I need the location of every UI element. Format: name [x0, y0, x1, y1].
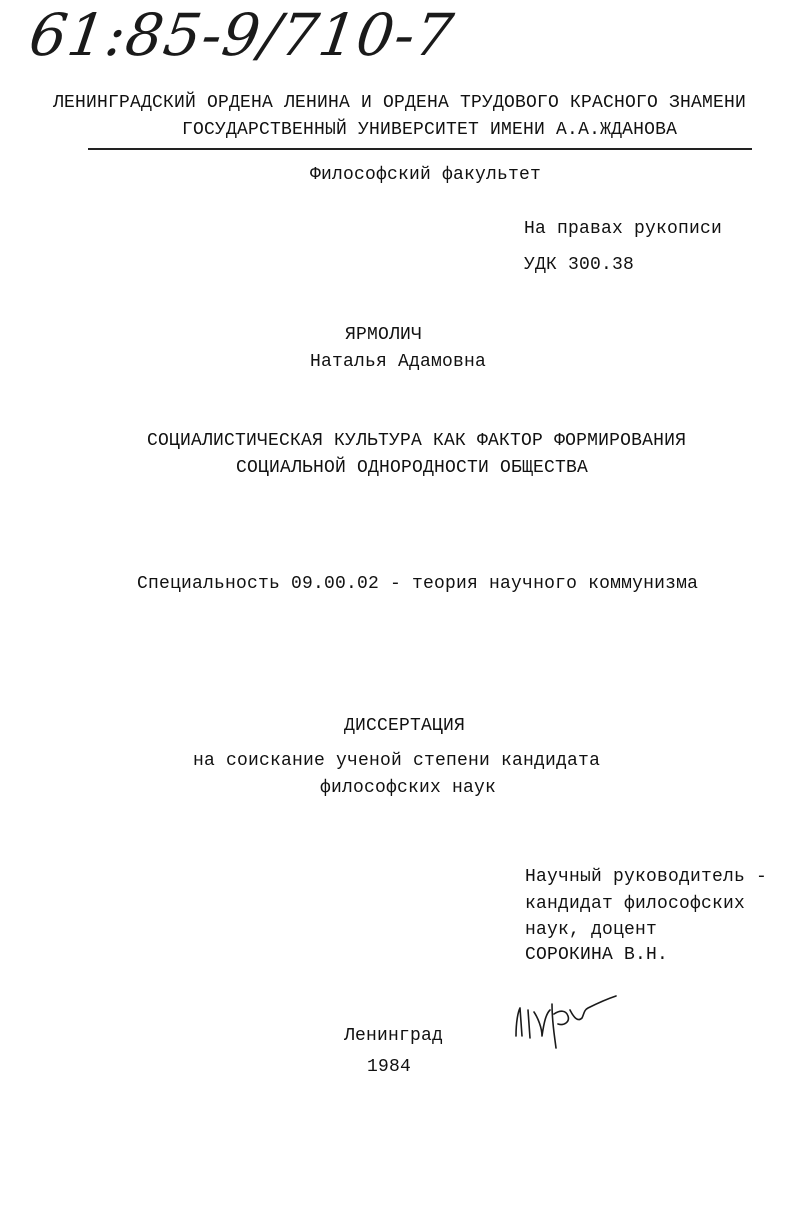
dissertation-line-1: на соискание ученой степени кандидата — [193, 751, 601, 771]
header-rule — [88, 148, 752, 150]
archive-stamp: 61:85-9/710-7 — [25, 1, 459, 69]
author-given-name: Наталья Адамовна — [310, 352, 487, 372]
year: 1984 — [367, 1057, 412, 1077]
title-line-1: СОЦИАЛИСТИЧЕСКАЯ КУЛЬТУРА КАК ФАКТОР ФОРМИРОВАНИЯ — [147, 431, 687, 451]
title-line-2: СОЦИАЛЬНОЙ ОДНОРОДНОСТИ ОБЩЕСТВА — [236, 458, 589, 478]
dissertation-line-2: философских наук — [320, 778, 497, 798]
specialty: Специальность 09.00.02 - теория научного коммунизма — [137, 574, 699, 594]
handwritten-signature — [508, 992, 620, 1052]
udc-code: УДК 300.38 — [524, 255, 635, 275]
author-surname: ЯРМОЛИЧ — [345, 325, 423, 345]
institution-line-2: ГОСУДАРСТВЕННЫЙ УНИВЕРСИТЕТ ИМЕНИ А.А.ЖДАНОВА — [182, 120, 678, 140]
faculty: Философский факультет — [310, 165, 542, 185]
rights-label: На правах рукописи — [524, 219, 723, 239]
supervisor-line-3: наук, доцент — [525, 920, 658, 940]
institution-line-1: ЛЕНИНГРАДСКИЙ ОРДЕНА ЛЕНИНА И ОРДЕНА ТРУДОВОГО КРАСНОГО ЗНАМЕНИ — [52, 93, 747, 113]
supervisor-line-1: Научный руководитель - — [525, 867, 768, 887]
supervisor-line-2: кандидат философских — [525, 894, 746, 914]
supervisor-name: СОРОКИНА В.Н. — [525, 945, 669, 965]
place: Ленинград — [344, 1026, 444, 1046]
dissertation-heading: ДИССЕРТАЦИЯ — [344, 716, 466, 736]
